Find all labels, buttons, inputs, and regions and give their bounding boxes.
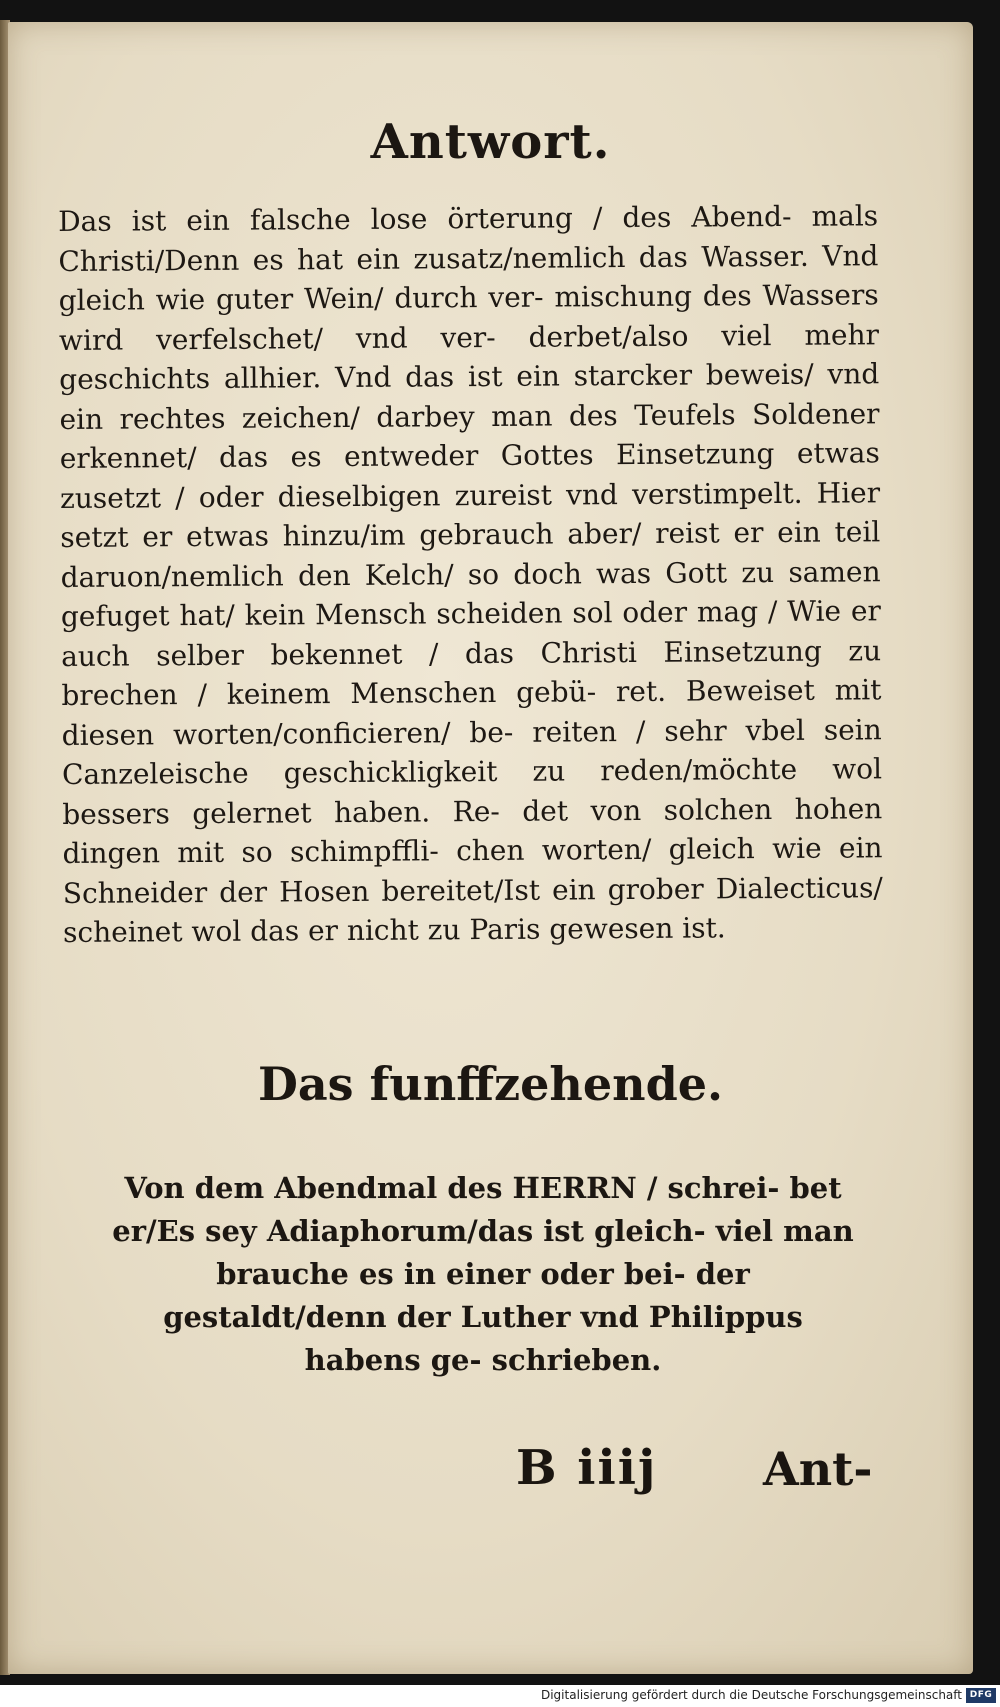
body-paragraph: Das ist ein falsche lose örterung / des Abend- mals Christi/Denn es hat ein zusatz/nemlich das Wasser. Vnd gleich wie guter Wein/ durch ver- mischung des Wassers wird verfelschet/ vnd ver- derbet/also viel mehr geschichts allhier. Vnd das ist ein starcker beweis/ vnd ein rechtes zeichen/ darbey man des Teufels Soldener erkennet/ das es entweder Gottes Einsetzung etwas zusetzt / oder dieselbigen zureist vnd verstimpelt. Hier setzt er etwas hinzu/im gebrauch aber/ reist er ein teil daruon/nemlich den Kelch/ so doch was Gott zu samen gefuget hat/ kein Mensch scheiden sol oder mag / Wie er auch selber bekennet / das Christi Einsetzung zu brechen / keinem Menschen gebü- ret. Beweiset mit diesen worten/conficieren/ be- reiten / sehr vbel sein Canzeleische geschickligkeit zu reden/möchte wol bessers gelernet haben. Re- det von solchen hohen dingen mit so schimpffli- chen worten/ gleich wie ein Schneider der Hosen bereitet/Ist ein grober Dialecticus/ scheinet wol das er nicht zu Paris gewesen ist. [58,199,883,949]
book-page [8,22,973,1674]
signature-mark: B iiij [516,1440,658,1496]
dfg-logo-icon: DFG [966,1688,996,1703]
heading-fifteenth: Das funffzehende. [257,1057,724,1111]
footer-bar [0,1685,1000,1707]
section-lead-paragraph: Von dem Abendmal des HERRN / schrei- bet er/Es sey Adiaphorum/das ist gleich- viel man brauche es in einer oder bei- der gestaldt/denn der Luther vnd Philippus habens ge- schrieben. [112,1171,854,1377]
catchword: Ant- [763,1442,873,1496]
heading-answer: Antwort. [370,114,611,170]
footer-credit: Digitalisierung gefördert durch die Deutsche Forschungsgemeinschaft [540,1688,962,1702]
